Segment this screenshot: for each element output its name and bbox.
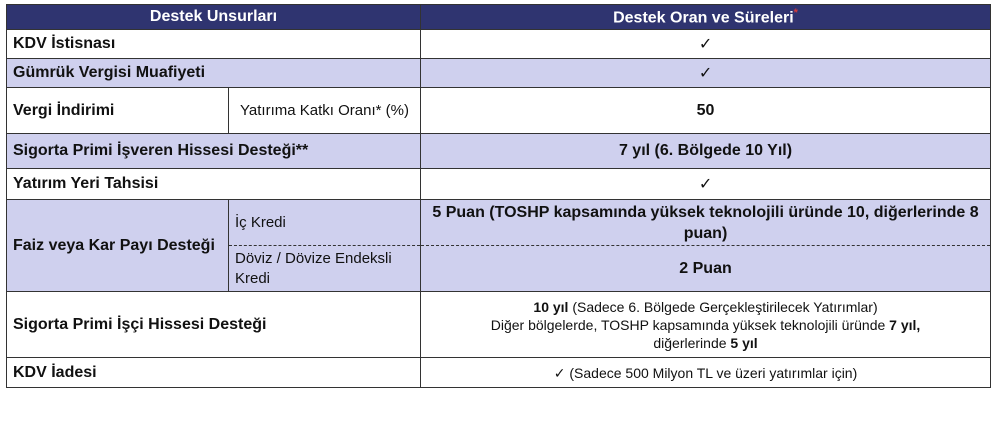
header-rates-text: Destek Oran ve Süreleri [613, 9, 794, 27]
isci-line1-bold: 10 yıl [533, 298, 569, 315]
row-sublabel-vergi: Yatırıma Katkı Oranı* (%) [229, 88, 421, 134]
isci-line2-text: Diğer bölgelerde, TOSHP kapsamında yüksek teknolojili üründe [490, 316, 890, 333]
row-sublabel-ic-kredi: İç Kredi [229, 200, 421, 246]
row-label-yatirim-yeri: Yatırım Yeri Tahsisi [7, 169, 421, 200]
check-icon: ✓ [421, 30, 991, 59]
support-table-container [6, 4, 990, 388]
row-label-sigorta-isveren: Sigorta Primi İşveren Hissesi Desteği** [7, 134, 421, 169]
row-label-faiz: Faiz veya Kar Payı Desteği [7, 200, 229, 292]
row-value-sigorta-isci [421, 292, 991, 358]
table-row [7, 358, 991, 388]
row-value-ic-kredi: 5 Puan (TOSHP kapsamında yüksek teknolojili üründe 10, diğerlerinde 8 puan) [421, 200, 991, 246]
table-header-row [7, 5, 991, 30]
table-row [7, 292, 991, 358]
isci-line1-rest: (Sadece 6. Bölgede Gerçekleştirilecek Yatırımlar) [568, 298, 878, 315]
row-label-vergi: Vergi İndirimi [7, 88, 229, 134]
isci-line3-bold: 5 yıl [730, 334, 758, 351]
row-value-doviz: 2 Puan [421, 246, 991, 292]
row-value-kdv-iadesi: ✓ (Sadece 500 Milyon TL ve üzeri yatırımlar için) [421, 358, 991, 388]
header-rates-durations [421, 5, 991, 30]
header-footnote-mark: * [793, 6, 798, 19]
table-row [7, 88, 991, 134]
table-row [7, 30, 991, 59]
check-icon: ✓ [421, 59, 991, 88]
row-value-sigorta-isveren: 7 yıl (6. Bölgede 10 Yıl) [421, 134, 991, 169]
table-row [7, 134, 991, 169]
row-label-gumruk: Gümrük Vergisi Muafiyeti [7, 59, 421, 88]
header-support-elements: Destek Unsurları [7, 5, 421, 30]
row-sublabel-doviz: Döviz / Dövize Endeksli Kredi [229, 246, 421, 292]
isci-line2-bold: 7 yıl, [889, 316, 921, 333]
row-label-kdv-istisnasi: KDV İstisnası [7, 30, 421, 59]
table-row [7, 59, 991, 88]
check-icon: ✓ [421, 169, 991, 200]
table-row [7, 200, 991, 246]
support-table [6, 4, 991, 388]
row-label-sigorta-isci: Sigorta Primi İşçi Hissesi Desteği [7, 292, 421, 358]
isci-line3-text: diğerlerinde [653, 334, 731, 351]
table-row [7, 169, 991, 200]
row-value-vergi: 50 [421, 88, 991, 134]
row-label-kdv-iadesi: KDV İadesi [7, 358, 421, 388]
